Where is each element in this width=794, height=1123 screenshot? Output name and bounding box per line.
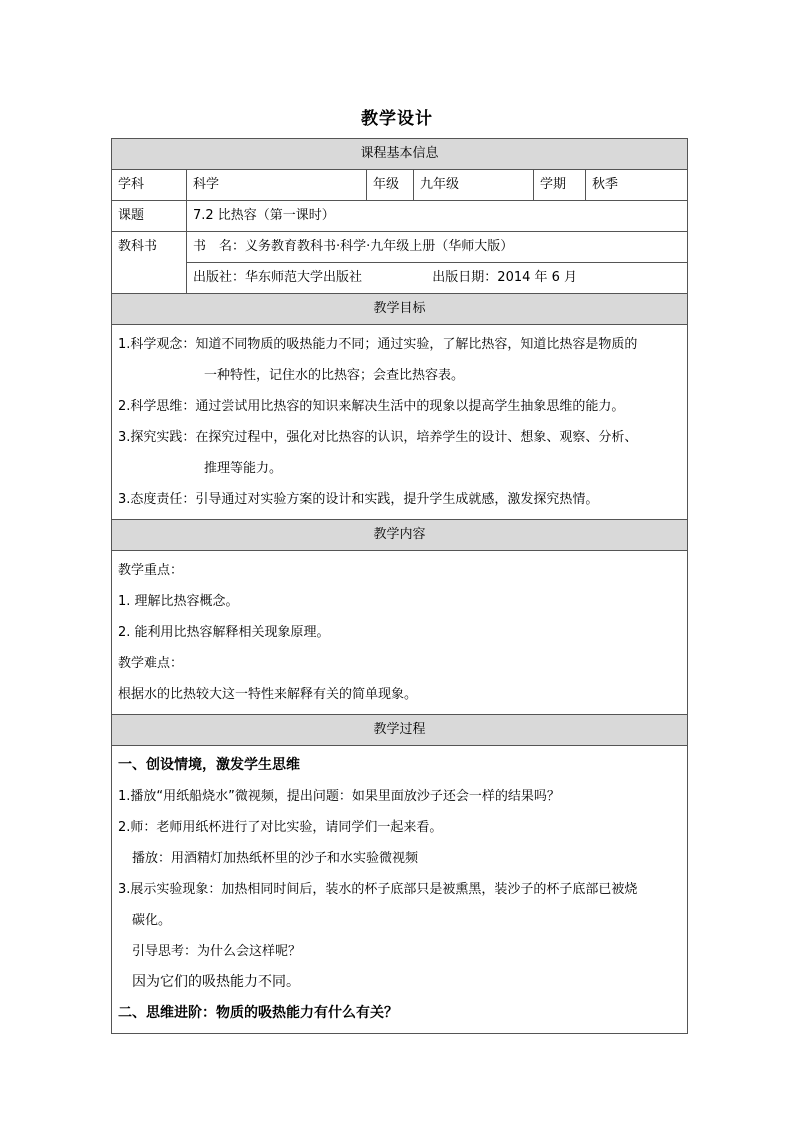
content-header: 教学内容 [112,520,688,551]
basic-info-header: 课程基本信息 [112,139,688,170]
process-line: 1.播放“用纸船烧水”微视频，提出问题：如果里面放沙子还会一样的结果吗？ [118,789,560,804]
process-line: 播放：用酒精灯加热纸杯里的沙子和水实验微视频 [132,851,419,866]
content-line: 1. 理解比热容概念。 [118,594,239,609]
publisher-row [187,263,688,294]
goal-line: 3.态度责任：引导通过对实验方案的设计和实践，提升学生成就感，激发探究热情。 [118,492,599,507]
publisher: 出版社：华东师范大学出版社 [193,270,363,285]
content-line: 2. 能利用比热容解释相关现象原理。 [118,625,330,640]
term-value: 秋季 [586,170,688,201]
topic-value: 7.2 比热容（第一课时） [187,201,688,232]
term-label: 学期 [534,170,586,201]
grade-label: 年级 [367,170,414,201]
book-name: 书 名：义务教育教科书·科学·九年级上册（华师大版） [187,232,688,263]
goal-line: 推理等能力。 [204,461,283,476]
textbook-label: 教科书 [112,232,187,294]
process-line: 3.展示实验现象：加热相同时间后，装水的杯子底部只是被熏黑，装沙子的杯子底部已被烧 [118,882,638,897]
section-heading: 一、创设情境，激发学生思维 [118,757,300,773]
teaching-process [112,746,688,1034]
teaching-content [112,551,688,715]
content-line: 教学重点： [118,563,184,578]
subject-label: 学科 [112,170,187,201]
goals-content [112,325,688,520]
goals-header: 教学目标 [112,294,688,325]
subject-value: 科学 [187,170,367,201]
goal-line: 2.科学思维：通过尝试用比热容的知识来解决生活中的现象以提高学生抽象思维的能力。 [118,399,625,414]
content-line: 教学难点： [118,656,184,671]
section-heading: 二、思维进阶：物质的吸热能力有什么有关？ [118,1005,398,1021]
goal-line: 一种特性，记住水的比热容；会查比热容表。 [204,368,465,383]
grade-value: 九年级 [414,170,534,201]
process-line: 引导思考：为什么会这样呢？ [132,944,302,959]
process-line: 因为它们的吸热能力不同。 [132,974,300,990]
goal-line: 3.探究实践：在探究过程中，强化对比热容的认识，培养学生的设计、想象、观察、分析、 [118,430,638,445]
goal-line: 1.科学观念：知道不同物质的吸热能力不同；通过实验，了解比热容，知道比热容是物质的 [118,337,638,352]
topic-label: 课题 [112,201,187,232]
lesson-plan-table [111,138,688,1034]
process-line: 碳化。 [132,913,172,928]
process-header: 教学过程 [112,715,688,746]
publication-date: 出版日期：2014 年 6 月 [432,270,578,285]
content-line: 根据水的比热较大这一特性来解释有关的简单现象。 [118,687,418,702]
page-title: 教学设计 [361,109,433,129]
process-line: 2.师：老师用纸杯进行了对比实验，请同学们一起来看。 [118,820,443,835]
